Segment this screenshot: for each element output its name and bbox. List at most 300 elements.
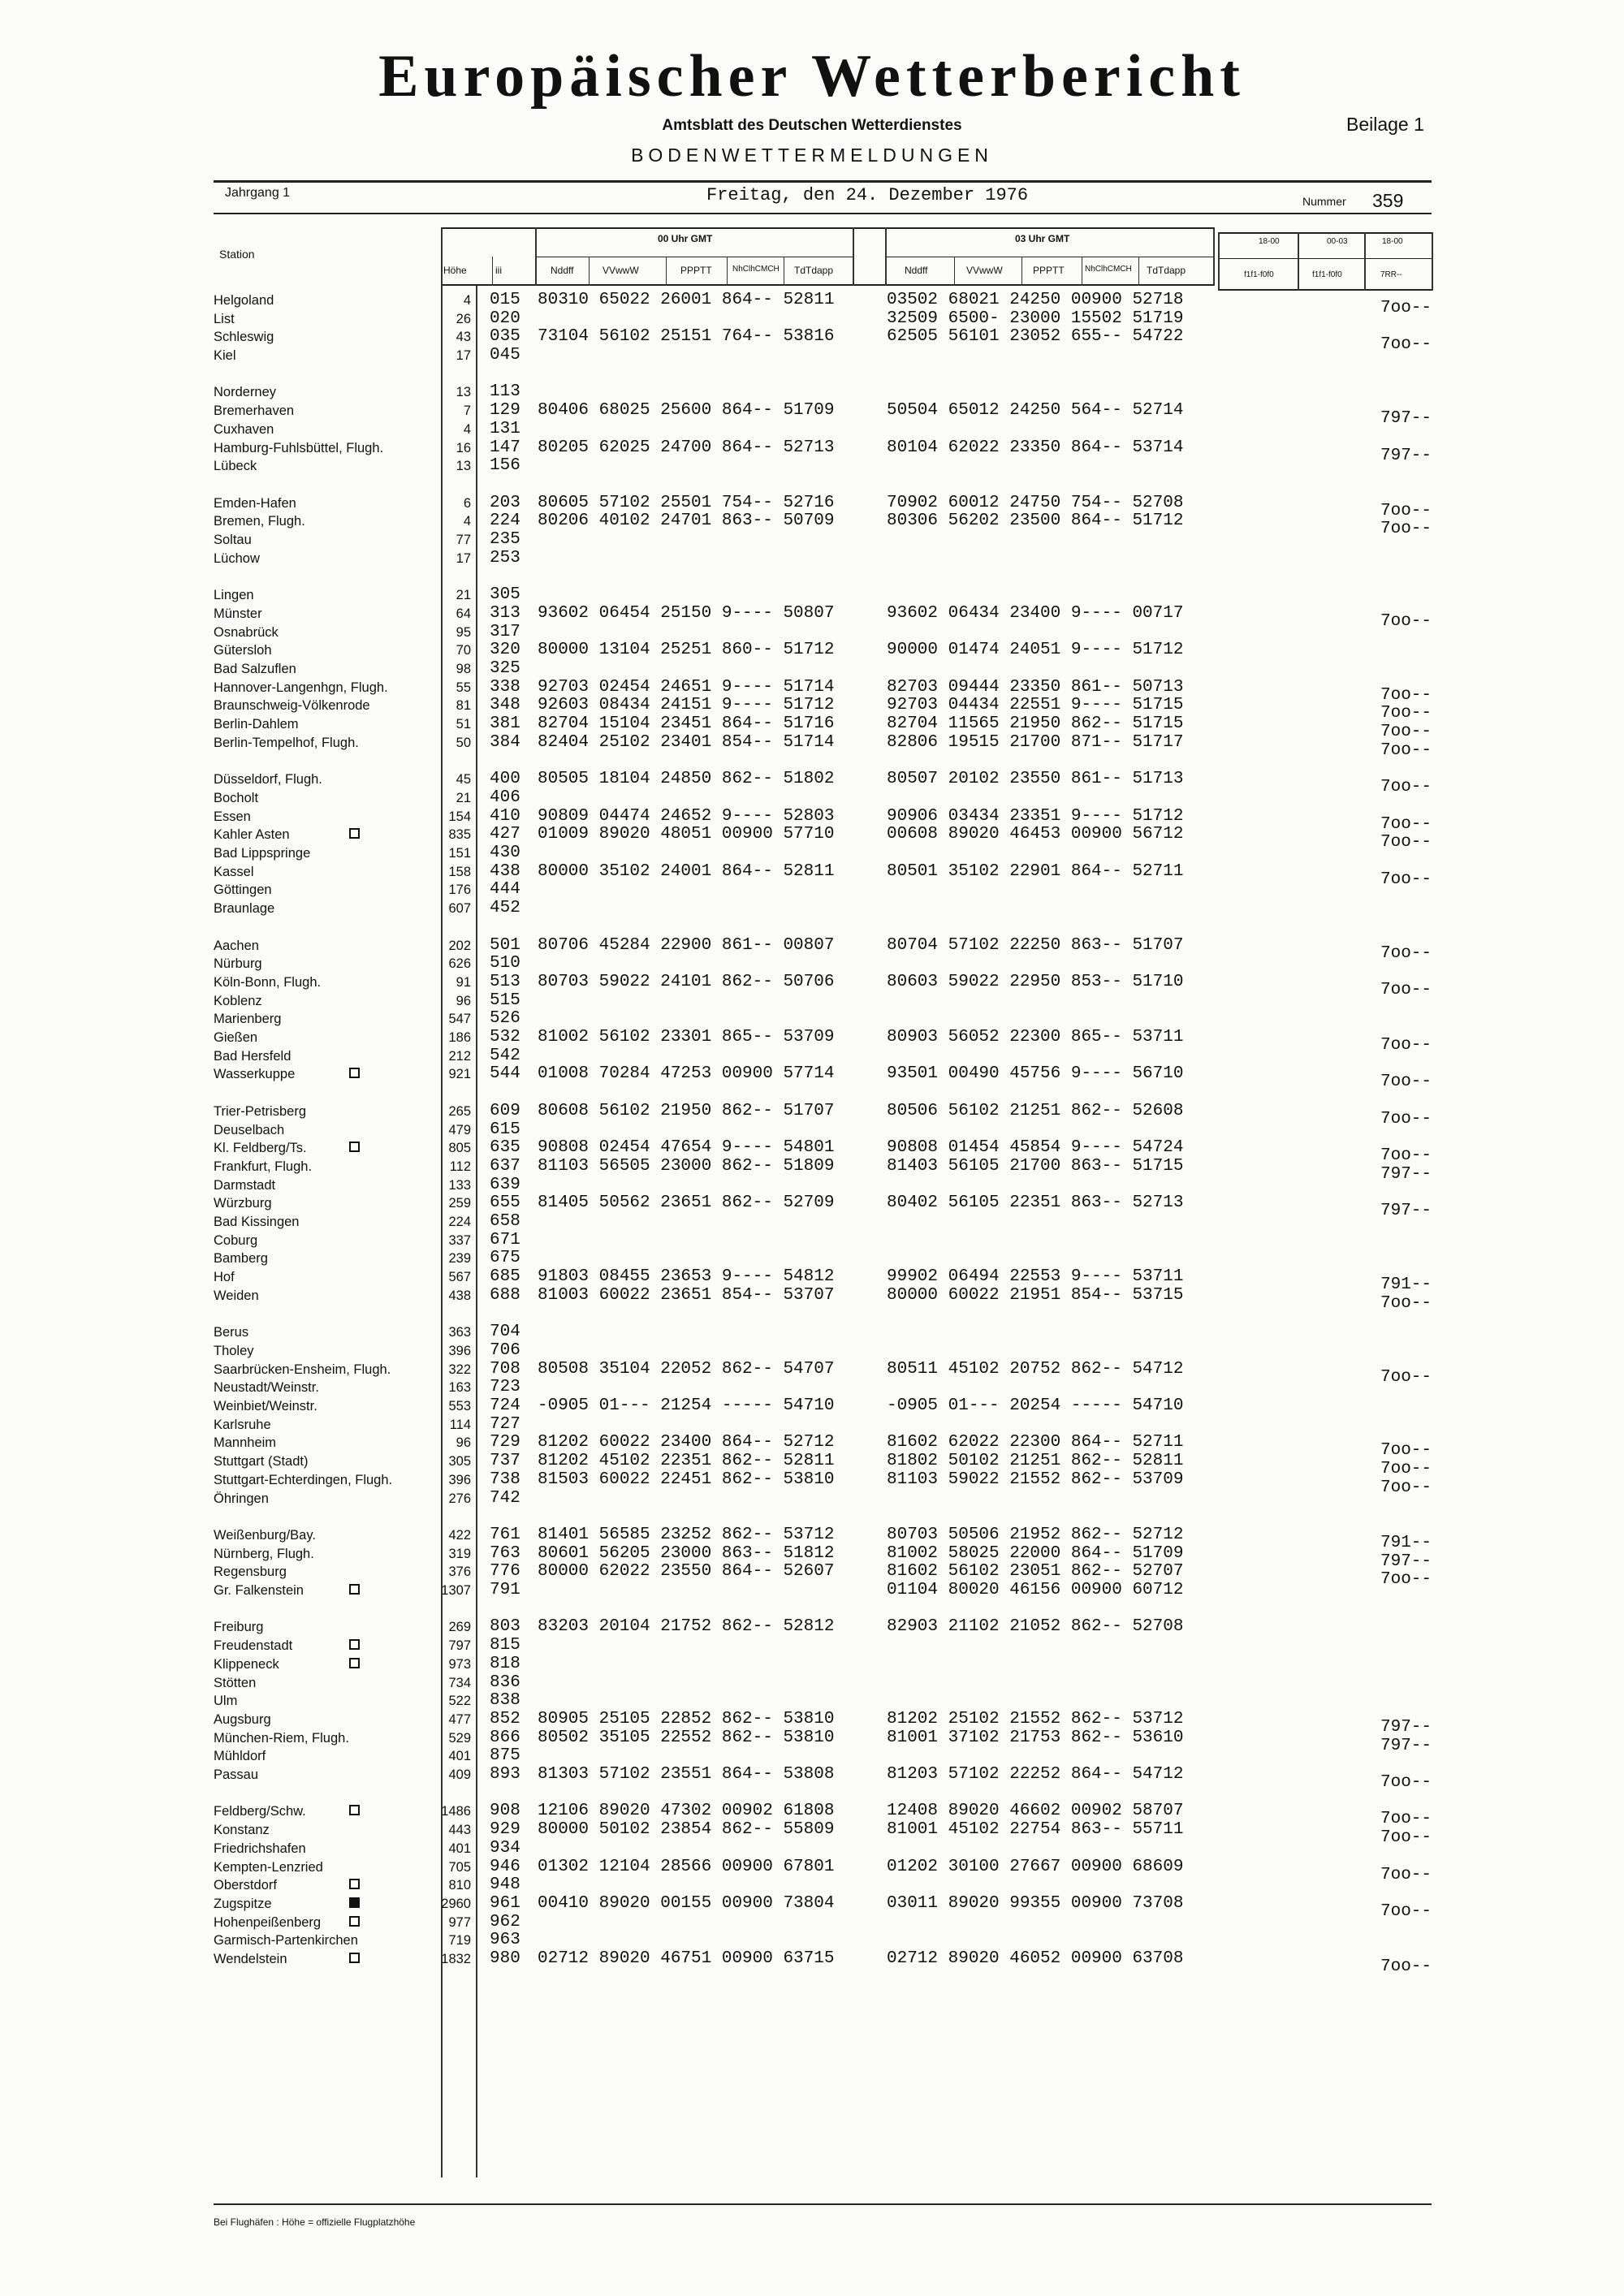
obs-00-utc: 80605 57102 25501 754-- 52716	[538, 494, 835, 512]
station-elevation: 422	[448, 1528, 471, 1543]
table-row	[0, 1710, 1624, 1737]
station-name: Oberstdorf	[214, 1878, 277, 1892]
table-row	[0, 1949, 1624, 1976]
open-square-icon	[349, 1639, 360, 1650]
table-row	[0, 1728, 1624, 1755]
obs-00-utc: 01008 70284 47253 00900 57714	[538, 1064, 835, 1083]
obs-03-utc: 03011 89020 99355 00900 73708	[887, 1894, 1184, 1913]
station-number: 838	[490, 1691, 520, 1710]
station-elevation: 522	[448, 1694, 471, 1708]
station-number: 515	[490, 991, 520, 1010]
station-name: Berus	[214, 1325, 249, 1340]
obs-03-utc: 81001 37102 21753 862-- 53610	[887, 1728, 1184, 1747]
station-elevation: 376	[448, 1564, 471, 1579]
station-name: Kl. Feldberg/Ts.	[214, 1141, 307, 1155]
station-elevation: 276	[448, 1491, 471, 1506]
station-name: Bad Hersfeld	[214, 1049, 292, 1064]
obs-00-utc: 80703 59022 24101 862-- 50706	[538, 973, 835, 991]
obs-00-utc: 81202 45102 22351 862-- 52811	[538, 1452, 835, 1470]
station-name: Köln-Bonn, Flugh.	[214, 975, 322, 990]
open-square-icon	[349, 828, 360, 839]
table-row	[0, 696, 1624, 723]
table-row	[0, 1286, 1624, 1313]
table-row	[0, 807, 1624, 834]
grid-line	[1021, 257, 1022, 286]
station-elevation: 409	[448, 1767, 471, 1782]
station-number: 639	[490, 1176, 520, 1194]
station-number: 015	[490, 291, 520, 309]
station-elevation: 401	[448, 1841, 471, 1856]
obs-00-utc: 80000 62022 23550 864-- 52607	[538, 1562, 835, 1581]
precip-code: 7oo--	[1380, 704, 1432, 723]
station-name: Karlsruhe	[214, 1418, 271, 1432]
precip-code: 7oo--	[1380, 299, 1432, 317]
col00-tdtd: TdTdapp	[794, 265, 834, 276]
station-name: Aachen	[214, 939, 259, 953]
station-number: 737	[490, 1452, 520, 1470]
obs-03-utc: -0905 01--- 20254 ----- 54710	[887, 1396, 1184, 1415]
station-elevation: 114	[449, 1418, 471, 1432]
table-row	[0, 1765, 1624, 1792]
station-elevation: 13	[456, 459, 471, 473]
grid-line	[954, 257, 955, 286]
open-square-icon	[349, 1879, 360, 1889]
station-name: Bad Lippspringe	[214, 846, 311, 861]
obs-00-utc: 02712 89020 46751 00900 63715	[538, 1949, 835, 1968]
precip-code: 7oo--	[1380, 1368, 1432, 1387]
obs-00-utc: 81303 57102 23551 864-- 53808	[538, 1765, 835, 1784]
obs-00-utc: 92703 02454 24651 9---- 51714	[538, 678, 835, 697]
issue-date: Freitag, den 24. Dezember 1976	[706, 185, 1029, 205]
obs-03-utc: 93501 00490 45756 9---- 56710	[887, 1064, 1184, 1083]
station-name: Braunlage	[214, 901, 275, 916]
station-elevation: 477	[448, 1712, 471, 1727]
table-row	[0, 309, 1624, 329]
iii-header: iii	[495, 265, 502, 276]
station-elevation: 607	[448, 901, 471, 916]
table-row	[0, 1894, 1624, 1921]
station-header: Station	[219, 248, 255, 261]
obs-03-utc: 01104 80020 46156 00900 60712	[887, 1581, 1184, 1599]
obs-03-utc: 80603 59022 22950 853-- 51710	[887, 973, 1184, 991]
obs-03-utc: 01202 30100 27667 00900 68609	[887, 1858, 1184, 1876]
obs-00-utc: 01009 89020 48051 00900 57710	[538, 825, 835, 844]
obs-03-utc: 80402 56105 22351 863-- 52713	[887, 1193, 1184, 1212]
table-row	[0, 1875, 1624, 1895]
extra-top-1: 18-00	[1259, 237, 1280, 246]
grid-line	[441, 227, 1215, 229]
station-number: 224	[490, 511, 520, 530]
station-elevation: 81	[456, 698, 471, 713]
table-row	[0, 1323, 1624, 1342]
station-name: Göttingen	[214, 883, 272, 897]
hoehe-header: Höhe	[443, 265, 467, 276]
obs-00-utc: 81401 56585 23252 862-- 53712	[538, 1526, 835, 1544]
obs-03-utc: 80704 57102 22250 863-- 51707	[887, 936, 1184, 955]
extra-bottom-1: f1f1-f0f0	[1244, 270, 1274, 279]
obs-03-utc: 82806 19515 21700 871-- 51717	[887, 733, 1184, 752]
table-row	[0, 1378, 1624, 1397]
grid-line	[441, 284, 1214, 286]
station-number: 893	[490, 1765, 520, 1784]
station-number: 688	[490, 1286, 520, 1305]
table-row	[0, 954, 1624, 973]
obs-03-utc: 80506 56102 21251 862-- 52608	[887, 1102, 1184, 1120]
jahrgang-label: Jahrgang 1	[225, 186, 291, 200]
station-elevation: 438	[448, 1288, 471, 1303]
precip-code: 7oo--	[1380, 741, 1432, 760]
obs-00-utc: 80601 56205 23000 863-- 51812	[538, 1544, 835, 1563]
obs-00-utc: 80000 50102 23854 862-- 55809	[538, 1820, 835, 1839]
station-name: Lübeck	[214, 459, 257, 473]
station-name: Friedrichshafen	[214, 1841, 306, 1856]
station-elevation: 202	[448, 939, 471, 953]
station-elevation: 805	[448, 1141, 471, 1155]
precip-code: 797--	[1380, 1165, 1432, 1184]
obs-03-utc: 82704 11565 21950 862-- 51715	[887, 714, 1184, 733]
station-number: 452	[490, 899, 520, 917]
station-name: Feldberg/Schw.	[214, 1804, 306, 1819]
station-elevation: 1307	[441, 1583, 471, 1598]
station-name: Gütersloh	[214, 643, 272, 658]
station-number: 836	[490, 1673, 520, 1692]
extra-bottom-2: f1f1-f0f0	[1312, 270, 1342, 279]
table-row	[0, 844, 1624, 863]
station-number: 763	[490, 1544, 520, 1563]
precip-code: 797--	[1380, 1202, 1432, 1220]
station-name: Coburg	[214, 1233, 258, 1248]
station-number: 815	[490, 1636, 520, 1655]
station-number: 791	[490, 1581, 520, 1599]
nummer-label: Nummer	[1302, 195, 1346, 208]
station-name: Weiden	[214, 1288, 259, 1303]
precip-code: 7oo--	[1380, 1460, 1432, 1478]
precip-code: 7oo--	[1380, 612, 1432, 631]
station-elevation: 186	[448, 1030, 471, 1045]
table-row	[0, 936, 1624, 963]
obs-00-utc: 80508 35104 22052 862-- 54707	[538, 1360, 835, 1379]
station-name: Darmstadt	[214, 1178, 276, 1193]
obs-00-utc: 81003 60022 23651 854-- 53707	[538, 1286, 835, 1305]
station-name: Düsseldorf, Flugh.	[214, 772, 322, 787]
station-name: Lingen	[214, 588, 254, 602]
obs-00-utc: 81103 56505 23000 862-- 51809	[538, 1157, 835, 1176]
precip-code: 797--	[1380, 1718, 1432, 1737]
station-name: Hohenpeißenberg	[214, 1915, 322, 1930]
station-elevation: 64	[456, 606, 471, 621]
precip-code: 7oo--	[1380, 1294, 1432, 1313]
station-name: Bremerhaven	[214, 404, 295, 418]
table-row	[0, 1913, 1624, 1932]
obs-00-utc: 90809 04474 24652 9---- 52803	[538, 807, 835, 826]
station-elevation: 977	[448, 1915, 471, 1930]
table-row	[0, 1746, 1624, 1766]
station-name: Kassel	[214, 865, 254, 879]
station-elevation: 553	[448, 1399, 471, 1413]
station-number: 658	[490, 1212, 520, 1231]
station-number: 427	[490, 825, 520, 844]
station-elevation: 305	[448, 1454, 471, 1469]
obs-03-utc: 80703 50506 21952 862-- 52712	[887, 1526, 1184, 1544]
obs-00-utc: 80905 25105 22852 862-- 53810	[538, 1710, 835, 1728]
table-row	[0, 382, 1624, 402]
table-row	[0, 1562, 1624, 1589]
station-name: Bad Salzuflen	[214, 662, 296, 676]
obs-03-utc: 81202 25102 21552 862-- 53712	[887, 1710, 1184, 1728]
station-name: Norderney	[214, 385, 277, 399]
extra-bottom-3: 7RR--	[1380, 270, 1402, 279]
precip-code: 7oo--	[1380, 502, 1432, 520]
station-number: 384	[490, 733, 520, 752]
station-name: Berlin-Tempelhof, Flugh.	[214, 736, 359, 750]
table-row	[0, 511, 1624, 538]
station-number: 742	[490, 1489, 520, 1508]
precip-code: 7oo--	[1380, 833, 1432, 852]
section-title: BODENWETTERMELDUNGEN	[631, 145, 993, 166]
obs-00-utc: 80706 45284 22900 861-- 00807	[538, 936, 835, 955]
precip-code: 7oo--	[1380, 1570, 1432, 1589]
station-elevation: 547	[448, 1012, 471, 1026]
station-number: 235	[490, 530, 520, 549]
obs-03-utc: 80306 56202 23500 864-- 51712	[887, 511, 1184, 530]
station-elevation: 443	[448, 1823, 471, 1837]
station-name: Berlin-Dahlem	[214, 717, 299, 732]
station-number: 875	[490, 1746, 520, 1765]
table-row	[0, 1396, 1624, 1416]
station-number: 671	[490, 1231, 520, 1249]
station-number: 738	[490, 1470, 520, 1489]
station-elevation: 734	[448, 1676, 471, 1690]
obs-00-utc: 82404 25102 23401 854-- 51714	[538, 733, 835, 752]
station-elevation: 973	[448, 1657, 471, 1672]
table-row	[0, 659, 1624, 679]
station-elevation: 176	[448, 883, 471, 897]
precip-code: 7oo--	[1380, 1810, 1432, 1828]
station-elevation: 269	[448, 1620, 471, 1634]
table-row	[0, 549, 1624, 568]
station-name: Bamberg	[214, 1251, 268, 1266]
obs-03-utc: 70902 60012 24750 754-- 52708	[887, 494, 1184, 512]
precip-code: 7oo--	[1380, 778, 1432, 796]
obs-03-utc: 81001 45102 22754 863-- 55711	[887, 1820, 1184, 1839]
station-name: Klippeneck	[214, 1657, 279, 1672]
extra-top-2: 00-03	[1327, 237, 1348, 246]
station-name: Passau	[214, 1767, 259, 1782]
obs-03-utc: 99902 06494 22553 9---- 53711	[887, 1267, 1184, 1286]
station-elevation: 98	[456, 662, 471, 676]
table-row	[0, 494, 1624, 520]
table-row	[0, 1193, 1624, 1220]
table-row	[0, 1249, 1624, 1268]
table-row	[0, 1820, 1624, 1847]
station-number: 934	[490, 1839, 520, 1858]
station-elevation: 21	[456, 791, 471, 805]
obs-03-utc: 62505 56101 23052 655-- 54722	[887, 327, 1184, 346]
station-elevation: 719	[448, 1933, 471, 1948]
station-name: Mannheim	[214, 1435, 277, 1450]
station-number: 675	[490, 1249, 520, 1267]
station-elevation: 95	[456, 625, 471, 640]
station-number: 203	[490, 494, 520, 512]
precip-code: 7oo--	[1380, 870, 1432, 889]
precip-code: 7oo--	[1380, 1478, 1432, 1497]
obs-03-utc: 81602 62022 22300 864-- 52711	[887, 1433, 1184, 1452]
station-number: 113	[490, 382, 520, 401]
station-elevation: 265	[448, 1104, 471, 1119]
grid-line	[1138, 257, 1139, 286]
station-number: 980	[490, 1949, 520, 1968]
station-elevation: 6	[463, 496, 471, 511]
grid-line	[1218, 258, 1432, 259]
obs-00-utc: 80206 40102 24701 863-- 50709	[538, 511, 835, 530]
obs-00-utc: 81405 50562 23651 862-- 52709	[538, 1193, 835, 1212]
station-name: Öhringen	[214, 1491, 269, 1506]
station-number: 532	[490, 1028, 520, 1047]
table-row	[0, 973, 1624, 999]
station-name: Mühldorf	[214, 1749, 266, 1763]
precip-code: 7oo--	[1380, 335, 1432, 354]
station-name: Münster	[214, 606, 262, 621]
table-row	[0, 1231, 1624, 1250]
obs-00-utc: 82704 15104 23451 864-- 51716	[538, 714, 835, 733]
station-number: 635	[490, 1138, 520, 1157]
table-row	[0, 714, 1624, 741]
obs-03-utc: 81203 57102 22252 864-- 54712	[887, 1765, 1184, 1784]
station-number: 147	[490, 438, 520, 457]
top-rule	[214, 180, 1432, 183]
station-elevation: 55	[456, 680, 471, 695]
obs-00-utc: 80000 13104 25251 860-- 51712	[538, 641, 835, 659]
station-elevation: 45	[456, 772, 471, 787]
obs-00-utc: 00410 89020 00155 00900 73804	[538, 1894, 835, 1913]
station-number: 866	[490, 1728, 520, 1747]
grid-line	[1364, 232, 1366, 291]
station-elevation: 363	[448, 1325, 471, 1340]
table-row	[0, 1636, 1624, 1655]
station-number: 313	[490, 604, 520, 623]
precip-code: 7oo--	[1380, 723, 1432, 741]
station-number: 381	[490, 714, 520, 733]
obs-00-utc: 80608 56102 21950 862-- 51707	[538, 1102, 835, 1120]
obs-03-utc: 81002 58025 22000 864-- 51709	[887, 1544, 1184, 1563]
grid-line	[1213, 227, 1215, 286]
obs-03-utc: 81802 50102 21251 862-- 52811	[887, 1452, 1184, 1470]
station-elevation: 2960	[441, 1897, 471, 1911]
table-row	[0, 1176, 1624, 1195]
station-name: Hannover-Langenhgn, Flugh.	[214, 680, 388, 695]
station-number: 761	[490, 1526, 520, 1544]
obs-03-utc: 03502 68021 24250 00900 52718	[887, 291, 1184, 309]
footnote: Bei Flughäfen : Höhe = offizielle Flugplatzhöhe	[214, 2216, 416, 2228]
station-elevation: 50	[456, 736, 471, 750]
obs-00-utc: 80205 62025 24700 864-- 52713	[538, 438, 835, 457]
station-name: Koblenz	[214, 994, 262, 1008]
precip-code: 7oo--	[1380, 520, 1432, 538]
station-number: 400	[490, 770, 520, 788]
station-name: Bad Kissingen	[214, 1215, 300, 1229]
station-number: 704	[490, 1323, 520, 1341]
precip-code: 7oo--	[1380, 1072, 1432, 1091]
station-name: Braunschweig-Völkenrode	[214, 698, 370, 713]
table-row	[0, 825, 1624, 852]
station-name: Bremen, Flugh.	[214, 514, 305, 529]
station-number: 963	[490, 1931, 520, 1949]
station-elevation: 16	[456, 441, 471, 455]
station-elevation: 401	[448, 1749, 471, 1763]
obs-03-utc: 00608 89020 46453 00900 56712	[887, 825, 1184, 844]
grid-line	[853, 227, 854, 286]
obs-03-utc: 90906 03434 23351 9---- 51712	[887, 807, 1184, 826]
station-number: 542	[490, 1047, 520, 1065]
station-number: 131	[490, 420, 520, 438]
col00-ppptt: PPPTT	[680, 265, 712, 276]
station-elevation: 4	[463, 514, 471, 529]
station-elevation: 26	[456, 312, 471, 326]
station-number: 706	[490, 1341, 520, 1360]
station-name: Schleswig	[214, 330, 274, 344]
table-row	[0, 733, 1624, 760]
obs-03-utc: 80507 20102 23550 861-- 51713	[887, 770, 1184, 788]
station-elevation: 479	[448, 1123, 471, 1137]
open-square-icon	[349, 1658, 360, 1668]
precip-code: 7oo--	[1380, 1441, 1432, 1460]
precip-code: 7oo--	[1380, 1828, 1432, 1847]
table-row	[0, 1212, 1624, 1232]
table-row	[0, 899, 1624, 918]
table-row	[0, 880, 1624, 900]
col03-ppptt: PPPTT	[1033, 265, 1065, 276]
col00-clouds: NhClhCMCH	[732, 265, 780, 274]
station-name: Gießen	[214, 1030, 258, 1045]
beilage-label: Beilage 1	[1346, 114, 1424, 135]
station-number: 723	[490, 1378, 520, 1396]
grid-line	[1218, 232, 1432, 234]
station-number: 946	[490, 1858, 520, 1876]
station-number: 818	[490, 1655, 520, 1673]
table-row	[0, 1673, 1624, 1693]
table-row	[0, 1617, 1624, 1637]
station-name: Ulm	[214, 1694, 238, 1708]
col00-vvwww: VVwwW	[603, 265, 639, 276]
station-name: Bocholt	[214, 791, 259, 805]
precip-code: 7oo--	[1380, 1957, 1432, 1976]
table-row	[0, 1691, 1624, 1711]
station-number: 513	[490, 973, 520, 991]
station-elevation: 4	[463, 293, 471, 308]
precip-code: 7oo--	[1380, 1110, 1432, 1129]
extra-top-3: 18-00	[1382, 237, 1403, 246]
station-number: 253	[490, 549, 520, 568]
station-elevation: 529	[448, 1731, 471, 1746]
station-elevation: 567	[448, 1270, 471, 1284]
station-name: Wasserkuppe	[214, 1067, 296, 1081]
station-name: Essen	[214, 809, 251, 824]
station-name: Wendelstein	[214, 1952, 287, 1966]
table-row	[0, 1544, 1624, 1571]
station-number: 724	[490, 1396, 520, 1415]
page-title: Europäischer Wetterbericht	[378, 43, 1246, 110]
table-row	[0, 1157, 1624, 1184]
obs-00-utc: 73104 56102 25151 764-- 53816	[538, 327, 835, 346]
station-number: 852	[490, 1710, 520, 1728]
station-elevation: 1832	[441, 1952, 471, 1966]
station-name: Deuselbach	[214, 1123, 285, 1137]
open-square-icon	[349, 1068, 360, 1078]
table-row	[0, 1047, 1624, 1066]
table-row	[0, 1655, 1624, 1674]
station-elevation: 322	[448, 1362, 471, 1377]
station-name: Soltau	[214, 533, 252, 547]
